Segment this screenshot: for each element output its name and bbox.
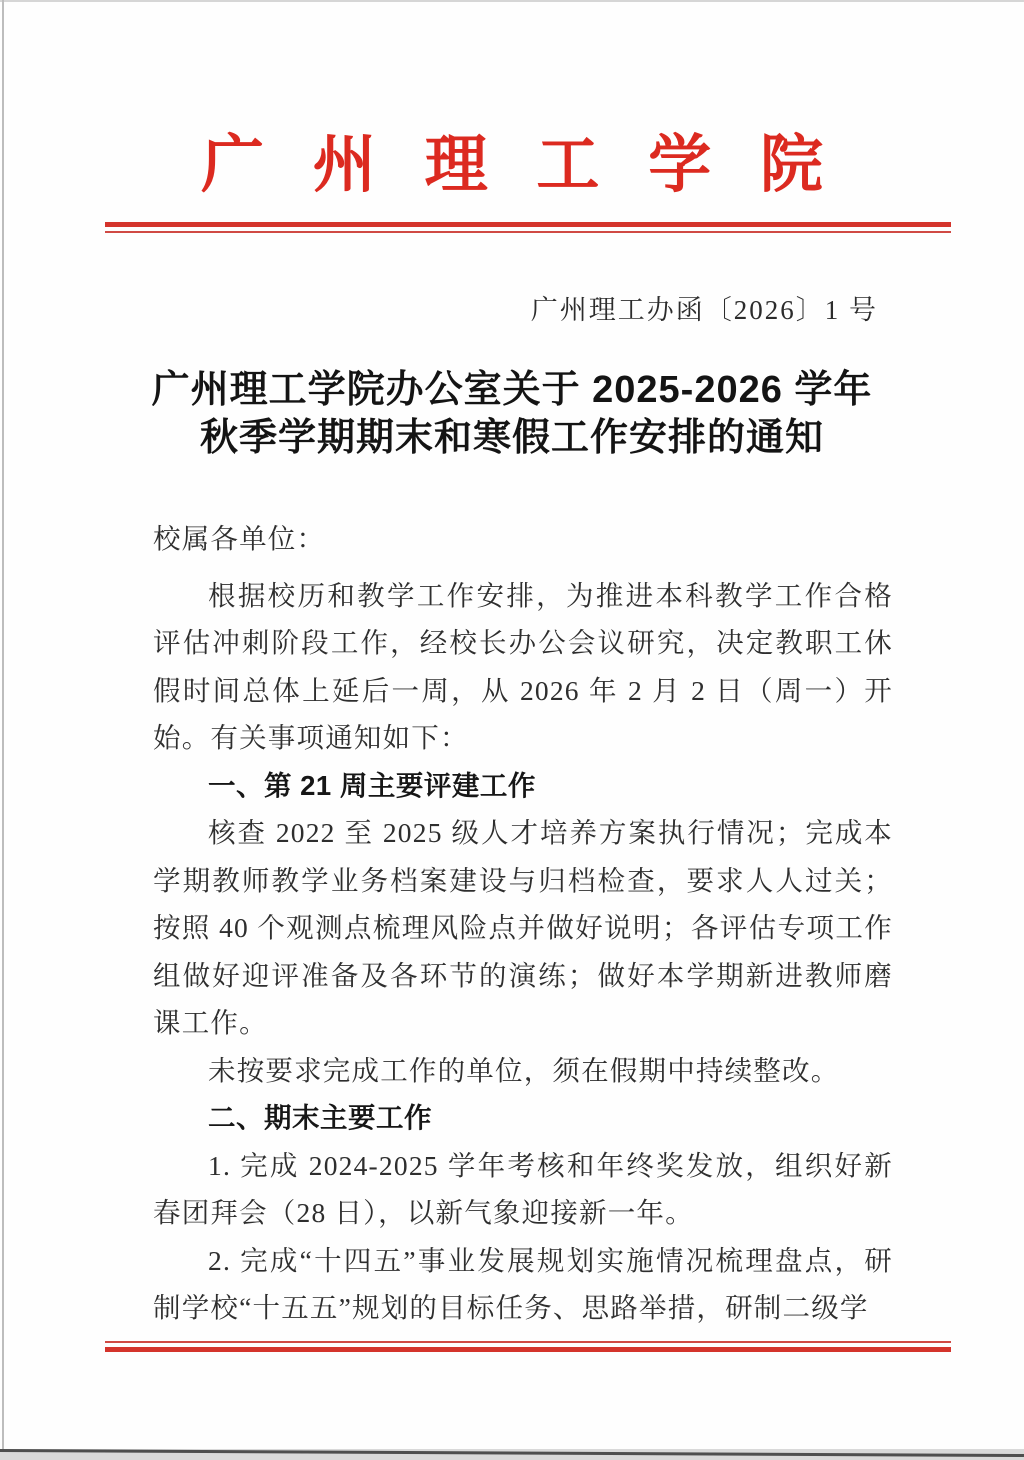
document-number: 广州理工办函〔2026〕1 号 xyxy=(530,295,878,325)
intro-paragraph: 根据校历和教学工作安排，为推进本科教学工作合格评估冲刺阶段工作，经校长办公会议研究，决定教职工休假时间总体上延后一周，从 2026 年 2 月 2 日（周一）开始。有关事项通知如下： xyxy=(153,579,893,753)
university-name-char: 工 xyxy=(536,130,600,200)
section-1-paragraph: 核查 2022 至 2025 级人才培养方案执行情况；完成本学期教师教学业务档案建设与归档检查，要求人人过关；按照 40 个观测点梳理风险点并做好说明；各评估专项工作组做好迎评准备及各环节的演练；做好本学期新进教师磨课工作。 xyxy=(153,817,893,1038)
footer-rule-thick-line xyxy=(105,1347,951,1352)
page-bottom-edge xyxy=(0,1449,1024,1457)
header-divider-rule xyxy=(105,222,951,233)
university-name-char: 广 xyxy=(201,130,264,200)
section-2-heading: 二、期末主要工作 xyxy=(208,1102,432,1133)
university-name-char: 理 xyxy=(424,130,488,200)
section-1-heading: 一、第 21 周主要评建工作 xyxy=(208,769,536,801)
section-2-item-2-paragraph: 2. 完成“十四五”事业发展规划实施情况梳理盘点，研制学校“十五五”规划的目标任务、思路举措，研制二级学 xyxy=(153,1244,893,1323)
document-title xyxy=(0,366,1024,462)
university-name-char: 院 xyxy=(759,130,823,200)
university-name xyxy=(201,126,823,205)
page-left-edge xyxy=(2,0,4,1450)
document-title-line-1: 广州理工学院办公室关于 2025-2026 学年 xyxy=(151,369,873,411)
university-name-char: 州 xyxy=(312,130,376,200)
document-body xyxy=(153,515,893,1332)
footer-divider-rule xyxy=(105,1341,951,1352)
document-title-line-2: 秋季学期期末和寒假工作安排的通知 xyxy=(199,417,824,459)
section-1-note-paragraph: 未按要求完成工作的单位，须在假期中持续整改。 xyxy=(208,1054,840,1086)
header-rule-thin-line xyxy=(105,231,951,233)
section-2-item-1-paragraph: 1. 完成 2024-2025 学年考核和年终奖发放，组织好新春团拜会（28 日），以新气象迎接新一年。 xyxy=(153,1149,893,1228)
university-name-char: 学 xyxy=(648,130,712,200)
salutation: 校属各单位： xyxy=(153,523,326,554)
page-top-edge xyxy=(0,0,1024,2)
scan-background-strip xyxy=(0,1449,1024,1460)
